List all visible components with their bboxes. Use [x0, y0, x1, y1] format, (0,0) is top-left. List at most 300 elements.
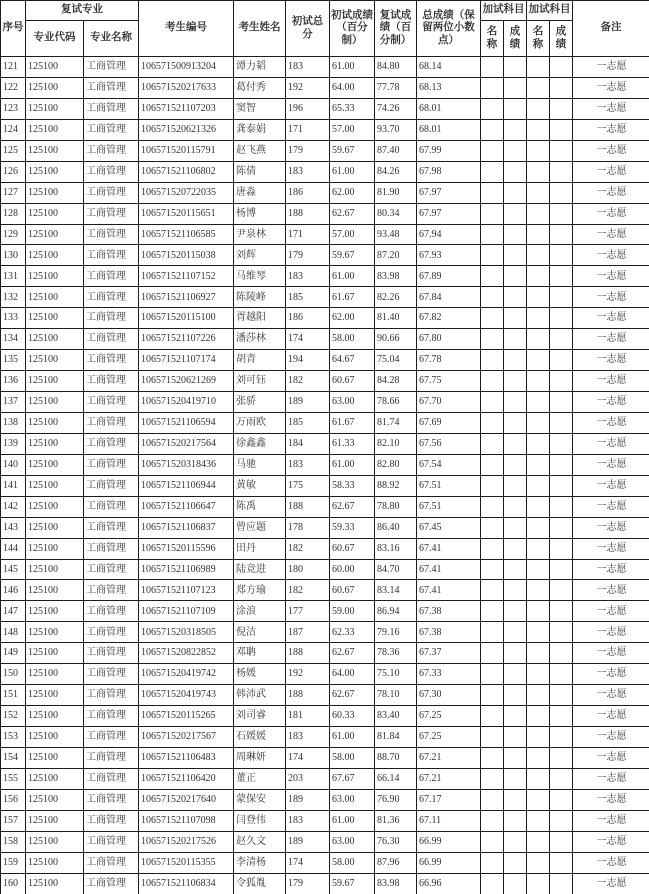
cell-initial-total: 183	[286, 161, 330, 182]
cell-candidate-no: 106571521106647	[139, 496, 234, 517]
table-row	[1, 831, 649, 852]
table-row	[1, 789, 649, 810]
cell-extra1-score	[504, 224, 527, 245]
cell-extra1-score	[504, 727, 527, 748]
cell-major-name: 工商管理	[84, 622, 139, 643]
cell-candidate-no: 106571521106585	[139, 224, 234, 245]
cell-extra2-score	[550, 852, 573, 873]
cell-retest-pct: 78.66	[375, 392, 417, 413]
cell-retest-pct: 77.78	[375, 77, 417, 98]
cell-extra2-name	[527, 454, 550, 475]
cell-seq: 124	[1, 119, 26, 140]
header-extra-test-group-1: 加试科目	[481, 1, 527, 21]
cell-total-score: 67.11	[417, 810, 481, 831]
cell-major-name: 工商管理	[84, 559, 139, 580]
cell-extra1-score	[504, 810, 527, 831]
cell-candidate-name: 闫登伟	[234, 810, 286, 831]
table-row	[1, 308, 649, 329]
cell-initial-total: 203	[286, 768, 330, 789]
cell-seq: 131	[1, 266, 26, 287]
cell-extra1-name	[481, 287, 504, 308]
cell-remark: 一志愿	[573, 706, 649, 727]
cell-retest-pct: 78.10	[375, 685, 417, 706]
cell-retest-pct: 83.40	[375, 706, 417, 727]
table-row	[1, 77, 649, 98]
cell-major-name: 工商管理	[84, 245, 139, 266]
cell-candidate-name: 刘辉	[234, 245, 286, 266]
cell-extra1-score	[504, 119, 527, 140]
cell-total-score: 67.51	[417, 475, 481, 496]
cell-extra1-name	[481, 329, 504, 350]
cell-major-code: 125100	[26, 727, 84, 748]
cell-retest-pct: 81.40	[375, 308, 417, 329]
cell-extra1-score	[504, 371, 527, 392]
cell-extra2-name	[527, 706, 550, 727]
cell-retest-pct: 93.48	[375, 224, 417, 245]
cell-initial-pct: 63.00	[330, 392, 375, 413]
cell-retest-pct: 78.36	[375, 643, 417, 664]
cell-initial-total: 178	[286, 517, 330, 538]
cell-extra1-score	[504, 77, 527, 98]
cell-extra1-score	[504, 454, 527, 475]
table-row	[1, 580, 649, 601]
cell-extra2-name	[527, 224, 550, 245]
cell-extra1-score	[504, 182, 527, 203]
cell-candidate-no: 106571520318436	[139, 454, 234, 475]
cell-candidate-no: 106571520217633	[139, 77, 234, 98]
table-row	[1, 747, 649, 768]
table-row	[1, 203, 649, 224]
cell-initial-total: 185	[286, 412, 330, 433]
cell-major-code: 125100	[26, 392, 84, 413]
cell-major-code: 125100	[26, 412, 84, 433]
header-retest-major-group: 复试专业	[26, 1, 139, 21]
cell-seq: 123	[1, 98, 26, 119]
cell-initial-pct: 67.67	[330, 768, 375, 789]
cell-major-code: 125100	[26, 287, 84, 308]
cell-initial-pct: 64.00	[330, 664, 375, 685]
cell-total-score: 67.69	[417, 412, 481, 433]
cell-extra2-score	[550, 538, 573, 559]
cell-seq: 141	[1, 475, 26, 496]
cell-candidate-name: 刘司睿	[234, 706, 286, 727]
cell-candidate-name: 韩沛武	[234, 685, 286, 706]
cell-extra2-name	[527, 643, 550, 664]
cell-seq: 151	[1, 685, 26, 706]
cell-initial-pct: 61.00	[330, 727, 375, 748]
cell-total-score: 67.97	[417, 203, 481, 224]
cell-major-name: 工商管理	[84, 517, 139, 538]
cell-initial-total: 183	[286, 266, 330, 287]
cell-extra2-name	[527, 580, 550, 601]
table-row	[1, 350, 649, 371]
cell-major-name: 工商管理	[84, 119, 139, 140]
cell-initial-pct: 62.00	[330, 182, 375, 203]
cell-total-score: 67.25	[417, 706, 481, 727]
cell-extra1-name	[481, 475, 504, 496]
cell-major-name: 工商管理	[84, 329, 139, 350]
cell-initial-total: 183	[286, 454, 330, 475]
cell-seq: 149	[1, 643, 26, 664]
cell-major-name: 工商管理	[84, 371, 139, 392]
cell-extra2-name	[527, 57, 550, 78]
table-row	[1, 433, 649, 454]
table-row	[1, 643, 649, 664]
cell-initial-pct: 60.67	[330, 580, 375, 601]
cell-extra2-score	[550, 98, 573, 119]
cell-candidate-name: 杨媛	[234, 664, 286, 685]
cell-candidate-no: 106571521107226	[139, 329, 234, 350]
cell-extra1-name	[481, 224, 504, 245]
table-row	[1, 768, 649, 789]
cell-remark: 一志愿	[573, 601, 649, 622]
header-seq: 序号	[1, 1, 26, 57]
cell-remark: 一志愿	[573, 475, 649, 496]
cell-seq: 146	[1, 580, 26, 601]
cell-candidate-no: 106571520115791	[139, 140, 234, 161]
cell-initial-total: 186	[286, 308, 330, 329]
cell-major-code: 125100	[26, 57, 84, 78]
cell-remark: 一志愿	[573, 77, 649, 98]
cell-remark: 一志愿	[573, 643, 649, 664]
header-major-name: 专业名称	[84, 21, 139, 57]
cell-major-name: 工商管理	[84, 538, 139, 559]
cell-seq: 153	[1, 727, 26, 748]
cell-extra1-name	[481, 119, 504, 140]
cell-initial-pct: 60.00	[330, 559, 375, 580]
cell-extra1-name	[481, 350, 504, 371]
cell-extra2-name	[527, 727, 550, 748]
cell-extra1-score	[504, 496, 527, 517]
cell-extra2-score	[550, 57, 573, 78]
cell-initial-total: 183	[286, 727, 330, 748]
cell-candidate-name: 唐淼	[234, 182, 286, 203]
cell-extra2-name	[527, 182, 550, 203]
table-row	[1, 119, 649, 140]
cell-major-code: 125100	[26, 601, 84, 622]
cell-candidate-name: 龚泰娟	[234, 119, 286, 140]
cell-extra1-name	[481, 643, 504, 664]
cell-retest-pct: 83.16	[375, 538, 417, 559]
cell-initial-pct: 61.00	[330, 57, 375, 78]
cell-initial-pct: 61.33	[330, 433, 375, 454]
cell-total-score: 67.75	[417, 371, 481, 392]
cell-initial-pct: 64.67	[330, 350, 375, 371]
cell-major-code: 125100	[26, 768, 84, 789]
cell-candidate-no: 106571520419710	[139, 392, 234, 413]
cell-major-code: 125100	[26, 747, 84, 768]
cell-major-name: 工商管理	[84, 768, 139, 789]
table-row	[1, 98, 649, 119]
cell-total-score: 67.41	[417, 580, 481, 601]
cell-initial-total: 174	[286, 747, 330, 768]
cell-candidate-name: 赵久文	[234, 831, 286, 852]
cell-extra2-score	[550, 182, 573, 203]
table-row	[1, 266, 649, 287]
cell-extra1-score	[504, 517, 527, 538]
cell-extra2-score	[550, 287, 573, 308]
cell-extra1-score	[504, 140, 527, 161]
cell-extra2-name	[527, 203, 550, 224]
cell-candidate-no: 106571520217526	[139, 831, 234, 852]
cell-remark: 一志愿	[573, 371, 649, 392]
cell-seq: 127	[1, 182, 26, 203]
table-row	[1, 852, 649, 873]
cell-candidate-name: 谭力韬	[234, 57, 286, 78]
table-row	[1, 245, 649, 266]
cell-extra2-name	[527, 350, 550, 371]
table-row	[1, 412, 649, 433]
cell-remark: 一志愿	[573, 433, 649, 454]
cell-total-score: 67.25	[417, 727, 481, 748]
table-row	[1, 873, 649, 894]
cell-extra2-name	[527, 287, 550, 308]
cell-extra1-score	[504, 412, 527, 433]
cell-seq: 132	[1, 287, 26, 308]
cell-major-name: 工商管理	[84, 706, 139, 727]
cell-initial-pct: 64.00	[330, 77, 375, 98]
cell-seq: 125	[1, 140, 26, 161]
cell-major-code: 125100	[26, 245, 84, 266]
cell-extra2-name	[527, 412, 550, 433]
cell-seq: 142	[1, 496, 26, 517]
cell-remark: 一志愿	[573, 747, 649, 768]
header-candidate-name: 考生姓名	[234, 1, 286, 57]
cell-total-score: 67.17	[417, 789, 481, 810]
cell-candidate-name: 陈禹	[234, 496, 286, 517]
cell-extra2-name	[527, 161, 550, 182]
cell-extra2-score	[550, 706, 573, 727]
cell-extra2-score	[550, 789, 573, 810]
cell-seq: 122	[1, 77, 26, 98]
cell-seq: 156	[1, 789, 26, 810]
cell-initial-pct: 61.67	[330, 287, 375, 308]
header-extra2-name: 名称	[527, 21, 550, 57]
cell-major-code: 125100	[26, 433, 84, 454]
cell-candidate-no: 106571521107203	[139, 98, 234, 119]
cell-extra1-score	[504, 203, 527, 224]
cell-initial-pct: 60.67	[330, 538, 375, 559]
cell-total-score: 68.01	[417, 98, 481, 119]
cell-initial-total: 192	[286, 77, 330, 98]
cell-initial-pct: 62.33	[330, 622, 375, 643]
cell-extra2-name	[527, 266, 550, 287]
cell-major-name: 工商管理	[84, 873, 139, 894]
cell-extra1-score	[504, 706, 527, 727]
cell-candidate-name: 田丹	[234, 538, 286, 559]
cell-extra1-score	[504, 664, 527, 685]
cell-extra1-name	[481, 245, 504, 266]
cell-remark: 一志愿	[573, 664, 649, 685]
cell-initial-total: 171	[286, 119, 330, 140]
table-row	[1, 329, 649, 350]
cell-initial-total: 179	[286, 873, 330, 894]
table-row	[1, 454, 649, 475]
cell-extra2-name	[527, 852, 550, 873]
cell-retest-pct: 75.10	[375, 664, 417, 685]
cell-total-score: 67.70	[417, 392, 481, 413]
cell-candidate-no: 106571521106944	[139, 475, 234, 496]
cell-candidate-name: 葛付秀	[234, 77, 286, 98]
table-row	[1, 182, 649, 203]
cell-seq: 143	[1, 517, 26, 538]
cell-remark: 一志愿	[573, 350, 649, 371]
cell-retest-pct: 75.04	[375, 350, 417, 371]
cell-extra1-score	[504, 538, 527, 559]
cell-retest-pct: 88.92	[375, 475, 417, 496]
cell-total-score: 68.01	[417, 119, 481, 140]
cell-major-code: 125100	[26, 538, 84, 559]
cell-retest-pct: 86.94	[375, 601, 417, 622]
cell-candidate-no: 106571521106834	[139, 873, 234, 894]
cell-extra2-score	[550, 308, 573, 329]
cell-extra1-name	[481, 873, 504, 894]
cell-remark: 一志愿	[573, 685, 649, 706]
cell-candidate-name: 马维琴	[234, 266, 286, 287]
cell-initial-total: 192	[286, 664, 330, 685]
header-initial-total: 初试总分	[286, 1, 330, 57]
cell-candidate-no: 106571520217567	[139, 727, 234, 748]
cell-extra2-score	[550, 580, 573, 601]
cell-extra2-name	[527, 789, 550, 810]
table-row	[1, 57, 649, 78]
cell-candidate-no: 106571520621269	[139, 371, 234, 392]
cell-initial-total: 182	[286, 538, 330, 559]
cell-initial-total: 182	[286, 580, 330, 601]
cell-extra1-score	[504, 831, 527, 852]
cell-retest-pct: 86.40	[375, 517, 417, 538]
cell-candidate-name: 潘莎林	[234, 329, 286, 350]
cell-candidate-name: 杨博	[234, 203, 286, 224]
cell-initial-total: 184	[286, 433, 330, 454]
cell-seq: 121	[1, 57, 26, 78]
cell-seq: 134	[1, 329, 26, 350]
cell-major-name: 工商管理	[84, 685, 139, 706]
cell-major-code: 125100	[26, 475, 84, 496]
table-row	[1, 392, 649, 413]
cell-initial-total: 177	[286, 601, 330, 622]
cell-seq: 154	[1, 747, 26, 768]
cell-retest-pct: 90.66	[375, 329, 417, 350]
cell-major-code: 125100	[26, 329, 84, 350]
cell-seq: 129	[1, 224, 26, 245]
table-row	[1, 224, 649, 245]
cell-initial-pct: 59.67	[330, 140, 375, 161]
cell-total-score: 67.89	[417, 266, 481, 287]
cell-remark: 一志愿	[573, 57, 649, 78]
cell-initial-pct: 62.67	[330, 643, 375, 664]
cell-extra1-score	[504, 852, 527, 873]
header-total-score: 总成绩（保留两位小数点）	[417, 1, 481, 57]
cell-extra1-score	[504, 475, 527, 496]
cell-retest-pct: 81.36	[375, 810, 417, 831]
cell-remark: 一志愿	[573, 810, 649, 831]
cell-extra1-name	[481, 831, 504, 852]
cell-initial-total: 185	[286, 287, 330, 308]
cell-initial-pct: 59.67	[330, 873, 375, 894]
cell-extra1-name	[481, 852, 504, 873]
cell-candidate-no: 106571520217564	[139, 433, 234, 454]
cell-remark: 一志愿	[573, 287, 649, 308]
cell-major-name: 工商管理	[84, 643, 139, 664]
cell-major-code: 125100	[26, 140, 84, 161]
cell-remark: 一志愿	[573, 203, 649, 224]
cell-initial-total: 194	[286, 350, 330, 371]
cell-total-score: 67.41	[417, 559, 481, 580]
cell-extra2-name	[527, 475, 550, 496]
cell-major-code: 125100	[26, 98, 84, 119]
cell-remark: 一志愿	[573, 789, 649, 810]
cell-extra2-score	[550, 329, 573, 350]
cell-major-code: 125100	[26, 517, 84, 538]
cell-total-score: 67.38	[417, 622, 481, 643]
cell-extra1-name	[481, 98, 504, 119]
cell-retest-pct: 82.10	[375, 433, 417, 454]
cell-seq: 150	[1, 664, 26, 685]
cell-extra2-name	[527, 119, 550, 140]
header-extra-test-group-2: 加试科目	[527, 1, 573, 21]
cell-major-code: 125100	[26, 664, 84, 685]
header-extra2-score: 成绩	[550, 21, 573, 57]
cell-candidate-no: 106571521106420	[139, 768, 234, 789]
cell-extra1-score	[504, 559, 527, 580]
cell-major-name: 工商管理	[84, 747, 139, 768]
cell-extra2-name	[527, 685, 550, 706]
cell-extra2-name	[527, 371, 550, 392]
cell-candidate-name: 陈陵峰	[234, 287, 286, 308]
cell-retest-pct: 82.80	[375, 454, 417, 475]
cell-candidate-no: 106571521107098	[139, 810, 234, 831]
cell-candidate-name: 徐鑫鑫	[234, 433, 286, 454]
cell-extra2-name	[527, 601, 550, 622]
cell-extra1-score	[504, 580, 527, 601]
cell-candidate-name: 李清杨	[234, 852, 286, 873]
cell-extra2-name	[527, 517, 550, 538]
cell-extra2-name	[527, 245, 550, 266]
cell-candidate-no: 106571520115651	[139, 203, 234, 224]
cell-initial-total: 171	[286, 224, 330, 245]
cell-extra2-score	[550, 350, 573, 371]
cell-initial-total: 179	[286, 140, 330, 161]
cell-extra1-name	[481, 182, 504, 203]
cell-extra2-score	[550, 685, 573, 706]
cell-seq: 147	[1, 601, 26, 622]
cell-extra2-name	[527, 538, 550, 559]
cell-initial-pct: 63.00	[330, 789, 375, 810]
cell-seq: 144	[1, 538, 26, 559]
cell-extra2-name	[527, 433, 550, 454]
cell-extra2-score	[550, 266, 573, 287]
cell-major-name: 工商管理	[84, 350, 139, 371]
cell-candidate-name: 张骄	[234, 392, 286, 413]
cell-extra1-name	[481, 727, 504, 748]
cell-major-name: 工商管理	[84, 57, 139, 78]
cell-extra1-score	[504, 601, 527, 622]
cell-remark: 一志愿	[573, 622, 649, 643]
cell-initial-total: 188	[286, 643, 330, 664]
cell-initial-pct: 61.00	[330, 161, 375, 182]
cell-extra1-name	[481, 810, 504, 831]
cell-major-name: 工商管理	[84, 161, 139, 182]
cell-initial-total: 196	[286, 98, 330, 119]
cell-remark: 一志愿	[573, 392, 649, 413]
cell-extra1-score	[504, 622, 527, 643]
cell-extra1-name	[481, 706, 504, 727]
cell-major-code: 125100	[26, 77, 84, 98]
cell-extra2-score	[550, 768, 573, 789]
cell-major-code: 125100	[26, 308, 84, 329]
cell-candidate-name: 蒙保安	[234, 789, 286, 810]
